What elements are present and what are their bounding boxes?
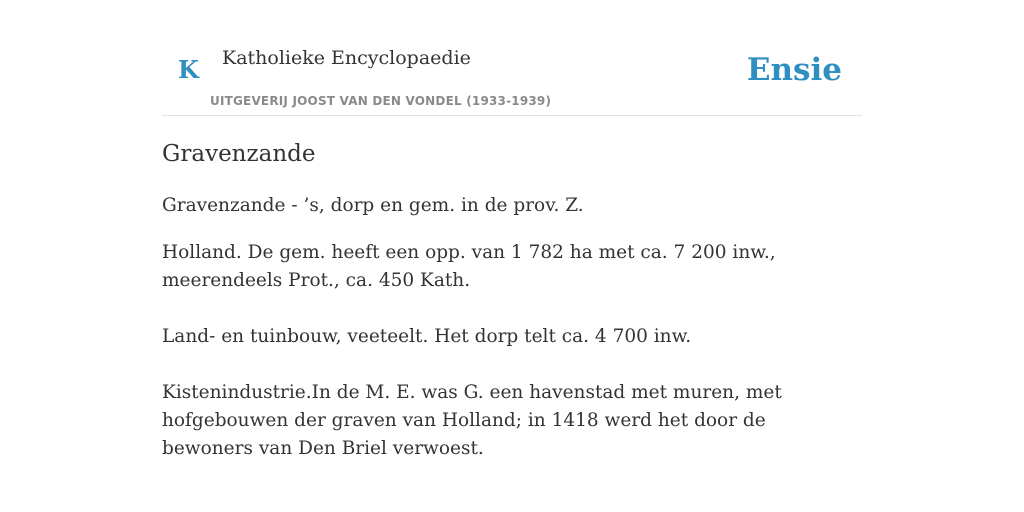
- article-body: [162, 192, 852, 463]
- page: [162, 0, 862, 512]
- encyclopedia-title-link[interactable]: Katholieke Encyclopaedie: [222, 47, 471, 69]
- article-paragraph: Land- en tuinbouw, veeteelt. Het dorp telt ca. 4 700 inw.: [162, 326, 692, 347]
- publisher-label: UITGEVERIJ JOOST VAN DEN VONDEL (1933-1939): [210, 94, 552, 108]
- article-paragraph: Holland. De gem. heeft een opp. van 1 782 ha met ca. 7 200 inw., meerendeels Prot., ca. 450 Kath.: [162, 242, 776, 291]
- article-paragraph: Kistenindustrie.In de M. E. was G. een havenstad met muren, met hofgebouwen der graven van Holland; in 1418 werd het door de bewoners van Den Briel verwoest.: [162, 382, 782, 459]
- encyclopedia-logo-icon[interactable]: K: [178, 55, 199, 84]
- ensie-brand-logo[interactable]: Ensie: [746, 52, 842, 88]
- site-header: [162, 0, 862, 116]
- article-title: Gravenzande: [162, 141, 316, 167]
- article-paragraph: Gravenzande - ’s, dorp en gem. in de prov. Z.: [162, 195, 584, 216]
